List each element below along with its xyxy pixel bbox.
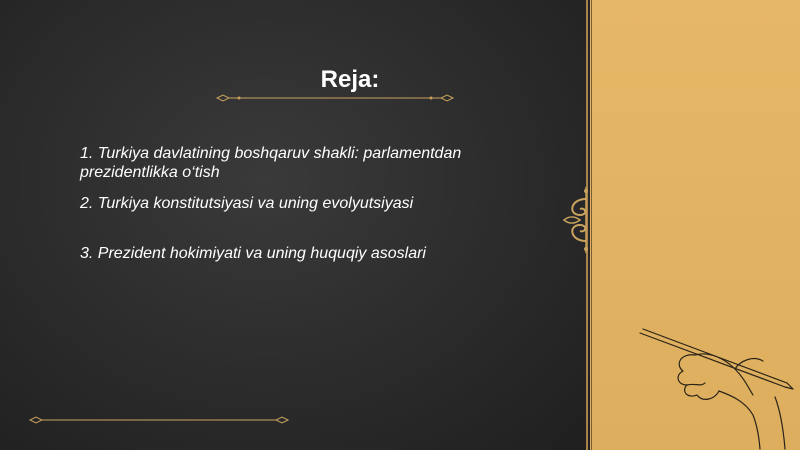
ornamental-divider-icon: [215, 92, 455, 104]
scroll-ornament-icon: [560, 185, 600, 255]
ornamental-divider-icon: [28, 414, 290, 426]
agenda-item: 3. Prezident hokimiyati va uning huquqiy asoslari: [80, 245, 426, 262]
slide-title: Reja:: [320, 66, 380, 93]
agenda-item: 2. Turkiya konstitutsiyasi va uning evolyutsiyasi: [80, 195, 414, 212]
hand-with-pen-icon: [635, 325, 800, 450]
agenda-item: 1. Turkiya davlatining boshqaruv shakli: parlamentdan prezidentlikka o‘tish: [80, 145, 462, 181]
